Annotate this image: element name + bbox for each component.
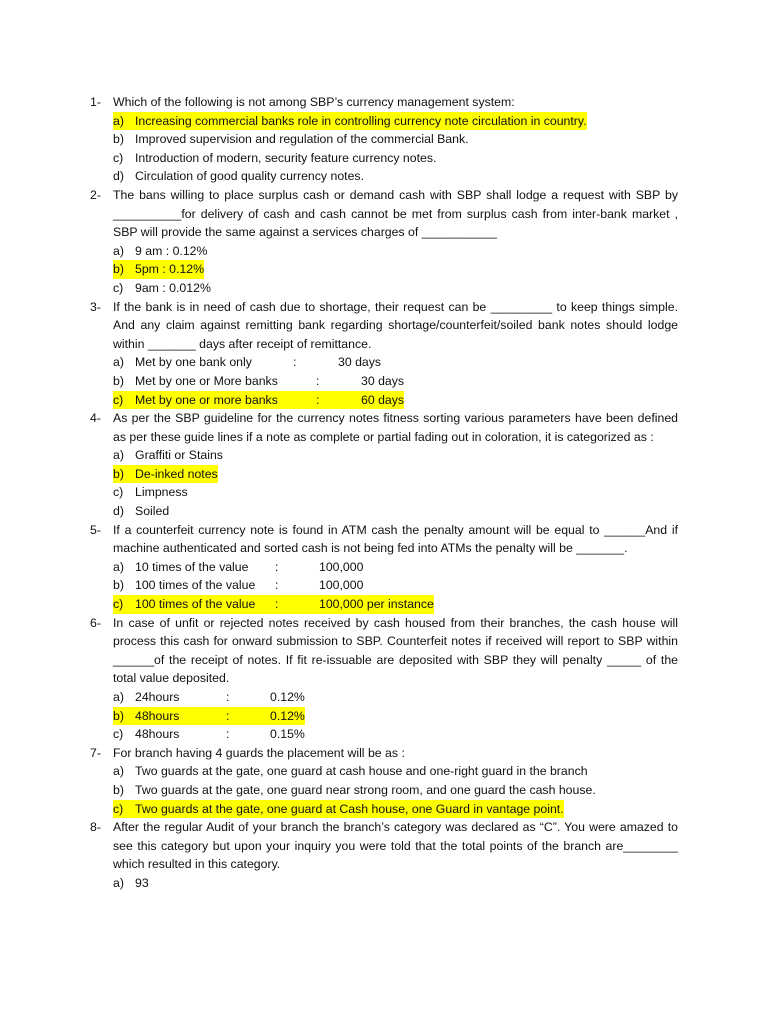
option-letter: b) <box>113 782 124 797</box>
option-separator: : <box>275 597 279 612</box>
option-text: Circulation of good quality currency notes. <box>135 169 364 184</box>
option-letter: a) <box>113 875 124 890</box>
option-d <box>113 167 678 186</box>
option-text: Two guards at the gate, one guard at Cash house, one Guard in vantage point. <box>135 801 564 816</box>
option-b-answer <box>113 465 218 484</box>
option-text: Met by one or more banks <box>135 392 278 407</box>
question-3 <box>90 298 678 410</box>
question-text: Which of the following is not among SBP’s currency management system: <box>113 95 515 109</box>
option-a-answer <box>113 112 587 131</box>
question-8 <box>90 818 678 892</box>
option-letter: b) <box>113 132 124 147</box>
option-value: 100,000 per instance <box>319 597 434 612</box>
option-text: Met by one bank only <box>135 355 252 370</box>
question-number: 1- <box>90 95 101 109</box>
question-text: As per the SBP guideline for the currency notes fitness sorting various parameters have been defined as per these guide lines if a note as complete or partial fading out in coloration, it is categorized as : <box>113 411 678 444</box>
option-text: 93 <box>135 875 149 890</box>
option-separator: : <box>293 355 297 370</box>
option-value: 60 days <box>361 392 405 407</box>
option-letter: b) <box>113 262 124 277</box>
option-c <box>113 725 678 744</box>
option-a <box>113 762 678 781</box>
option-letter: b) <box>113 708 124 723</box>
option-letter: c) <box>113 150 124 165</box>
option-text: Two guards at the gate, one guard near strong room, and one guard the cash house. <box>135 782 596 797</box>
option-letter: b) <box>113 578 124 593</box>
option-text: Two guards at the gate, one guard at cash house and one-right guard in the branch <box>135 764 588 779</box>
option-value: 0.12% <box>270 708 305 723</box>
option-separator: : <box>275 559 279 574</box>
option-text: Graffiti or Stains <box>135 448 223 463</box>
option-b <box>113 372 678 391</box>
option-c <box>113 483 678 502</box>
option-text: 48hours <box>135 708 180 723</box>
question-1 <box>90 93 678 186</box>
option-letter: d) <box>113 504 124 519</box>
option-letter: c) <box>113 485 124 500</box>
question-2 <box>90 186 678 298</box>
option-text: 9am : 0.012% <box>135 280 211 295</box>
question-number: 5- <box>90 522 101 537</box>
option-text: 100 times of the value <box>135 578 256 593</box>
option-value: 100,000 <box>319 559 364 574</box>
option-text: 100 times of the value <box>135 597 256 612</box>
option-a <box>113 353 678 372</box>
question-text: In case of unfit or rejected notes received by cash housed from their branches, the cash house will process this cash for onward submission to SBP. Counterfeit notes if received will report to SBP within ______of the receipt of notes. If fit re-issuable are deposited with SBP they will penalty _____ of the total value deposited. <box>113 615 678 686</box>
option-b-answer <box>113 260 204 279</box>
option-separator: : <box>226 690 230 704</box>
option-separator: : <box>275 578 279 593</box>
option-separator: : <box>316 373 320 388</box>
option-value: 0.15% <box>270 727 305 742</box>
option-text: Limpness <box>135 485 188 500</box>
question-list <box>90 93 678 893</box>
question-number: 4- <box>90 411 101 426</box>
option-a <box>113 242 678 261</box>
option-text: 48hours <box>135 727 180 742</box>
option-letter: b) <box>113 466 124 481</box>
option-text: Met by one or More banks <box>135 373 278 388</box>
option-text: Introduction of modern, security feature currency notes. <box>135 150 437 165</box>
option-letter: c) <box>113 597 124 612</box>
option-c <box>113 149 678 168</box>
question-text: The bans willing to place surplus cash or demand cash with SBP shall lodge a request with SBP by __________for delivery of cash and cash cannot be met from surplus cash from inter-bank market , SBP will provide the same against a services charges of ___________ <box>113 187 678 240</box>
option-text: Soiled <box>135 504 170 519</box>
question-6 <box>90 614 678 744</box>
option-separator: : <box>226 727 230 742</box>
option-text: 9 am : 0.12% <box>135 243 208 258</box>
option-c-answer <box>113 391 404 410</box>
option-value: 100,000 <box>319 578 364 593</box>
option-letter: a) <box>113 448 124 463</box>
option-letter: a) <box>113 355 124 370</box>
option-a <box>113 446 678 465</box>
question-4 <box>90 409 678 521</box>
option-text: 10 times of the value <box>135 559 249 574</box>
question-text: If the bank is in need of cash due to shortage, their request can be _________ to keep things simple. And any claim against remitting bank regarding shortage/counterfeit/soiled bank notes should lodge within _______ days after receipt of remittance. <box>113 299 678 351</box>
question-5 <box>90 521 678 614</box>
option-letter: a) <box>113 243 124 258</box>
option-letter: d) <box>113 169 124 184</box>
option-b <box>113 576 678 595</box>
question-number: 8- <box>90 820 101 835</box>
option-value: 0.12% <box>270 690 305 704</box>
question-number: 3- <box>90 299 101 314</box>
option-letter: c) <box>113 392 124 407</box>
option-c-answer <box>113 800 564 819</box>
question-text: After the regular Audit of your branch the branch’s category was declared as “C”. You were amazed to see this category but upon your inquiry you were told that the total points of the branch are________ which resulted in this category. <box>113 820 678 872</box>
option-letter: c) <box>113 727 124 742</box>
option-letter: b) <box>113 373 124 388</box>
option-b <box>113 130 678 149</box>
option-text: Improved supervision and regulation of the commercial Bank. <box>135 132 469 147</box>
option-letter: c) <box>113 280 124 295</box>
option-letter: a) <box>113 764 124 779</box>
option-text: De-inked notes <box>135 466 218 481</box>
option-b-answer <box>113 707 305 726</box>
option-c <box>113 279 678 298</box>
question-number: 7- <box>90 745 101 760</box>
option-separator: : <box>226 708 230 723</box>
option-letter: c) <box>113 801 124 816</box>
option-value: 30 days <box>361 373 405 388</box>
option-d <box>113 502 678 521</box>
option-a <box>113 688 678 707</box>
option-letter: a) <box>113 690 124 704</box>
option-a <box>113 874 678 893</box>
option-letter: a) <box>113 559 124 574</box>
option-letter: a) <box>113 113 124 128</box>
question-number: 6- <box>90 615 101 630</box>
question-text: If a counterfeit currency note is found in ATM cash the penalty amount will be equal to ______And if machine authenticated and sorted cash is not being fed into ATMs the penalty will be _______. <box>113 522 678 556</box>
option-text: 5pm : 0.12% <box>135 262 205 277</box>
option-value: 30 days <box>338 355 382 370</box>
question-7 <box>90 744 678 818</box>
option-b <box>113 781 678 800</box>
option-text: Increasing commercial banks role in controlling currency note circulation in country. <box>135 113 587 128</box>
option-a <box>113 558 678 577</box>
option-text: 24hours <box>135 690 180 704</box>
option-c-answer <box>113 595 434 614</box>
option-separator: : <box>316 392 320 407</box>
question-text: For branch having 4 guards the placement will be as : <box>113 745 405 760</box>
question-number: 2- <box>90 187 101 202</box>
